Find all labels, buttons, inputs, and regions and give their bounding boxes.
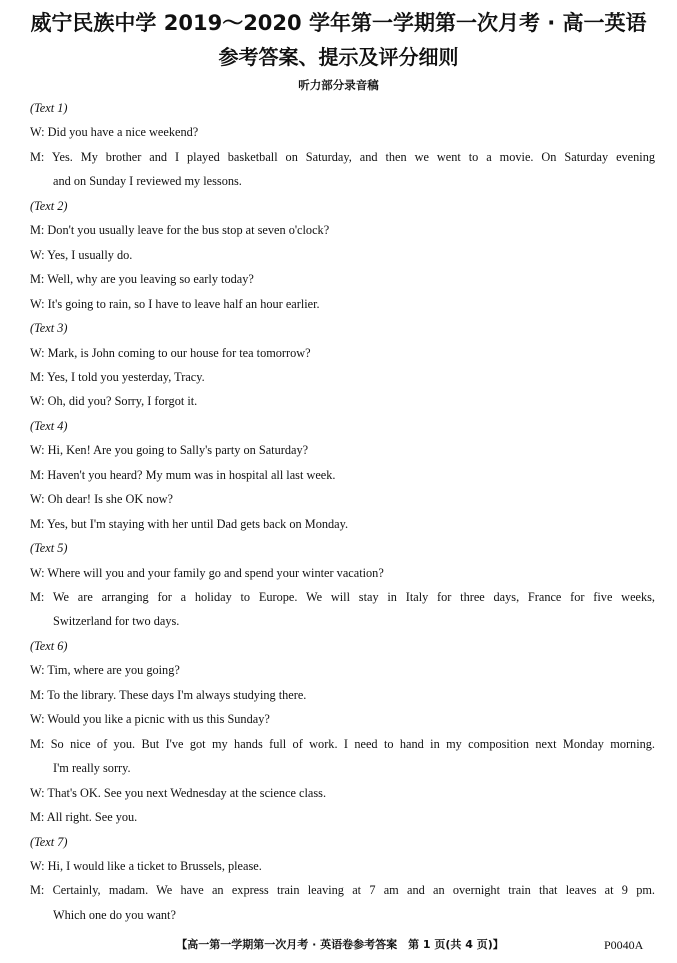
dialogue-line: M: Yes, I told you yesterday, Tracy. xyxy=(30,369,205,384)
text-number-label: (Text 7) xyxy=(30,834,68,849)
dialogue-line: W: Hi, I would like a ticket to Brussels, please. xyxy=(30,858,262,873)
dialogue-line: W: Yes, I usually do. xyxy=(30,247,133,262)
dialogue-line: M: Yes, but I'm staying with her until Dad gets back on Monday. xyxy=(30,516,349,531)
dialogue-line: M: So nice of you. But I've got my hands full of work. I need to hand in my composition next Monday morning. xyxy=(30,736,655,751)
page-footer xyxy=(0,936,677,954)
dialogue-line: W: Where will you and your family go and spend your winter vacation? xyxy=(30,565,384,580)
text-number-label: (Text 5) xyxy=(30,541,68,556)
text-number-label: (Text 4) xyxy=(30,418,68,433)
dialogue-line: W: Mark, is John coming to our house for tea tomorrow? xyxy=(30,345,311,360)
dialogue-line: M: Yes. My brother and I played basketball on Saturday, and then we went to a movie. On Saturday evening xyxy=(30,149,655,164)
text-number-label: (Text 6) xyxy=(30,638,68,653)
dialogue-line: W: Oh dear! Is she OK now? xyxy=(30,492,173,507)
dialogue-line: M: Don't you usually leave for the bus stop at seven o'clock? xyxy=(30,223,330,238)
dialogue-line-continuation: I'm really sorry. xyxy=(53,761,131,776)
section-heading: 听力部分录音稿 xyxy=(298,78,379,92)
dialogue-line: M: All right. See you. xyxy=(30,810,138,825)
footer-code: P0040A xyxy=(604,938,644,952)
dialogue-line: W: It's going to rain, so I have to leave half an hour earlier. xyxy=(30,296,320,311)
dialogue-line: W: That's OK. See you next Wednesday at the science class. xyxy=(30,785,327,800)
page-subtitle: 参考答案、提示及评分细则 xyxy=(218,45,459,69)
text-number-label: (Text 2) xyxy=(30,198,68,213)
text-number-label: (Text 1) xyxy=(30,101,68,115)
dialogue-line: W: Did you have a nice weekend? xyxy=(30,125,199,140)
footer-page-info: 【高一第一学期第一次月考 · 英语卷参考答案 第 1 页(共 4 页)】 xyxy=(176,938,504,951)
dialogue-line: W: Tim, where are you going? xyxy=(30,663,180,678)
dialogue-line-continuation: Switzerland for two days. xyxy=(53,614,180,629)
dialogue-line-continuation: Which one do you want? xyxy=(53,907,176,922)
dialogue-line: M: We are arranging for a holiday to Europe. We will stay in Italy for three days, France for five weeks, xyxy=(30,590,655,604)
dialogue-line: M: Well, why are you leaving so early today? xyxy=(30,272,254,287)
page-title: 威宁民族中学 2019～2020 学年第一学期第一次月考 · 高一英语 xyxy=(30,11,647,35)
dialogue-line: M: Haven't you heard? My mum was in hospital all last week. xyxy=(30,467,336,482)
dialogue-line: W: Oh, did you? Sorry, I forgot it. xyxy=(30,394,198,409)
dialogue-line: M: To the library. These days I'm always studying there. xyxy=(30,687,307,702)
dialogue-line: W: Hi, Ken! Are you going to Sally's party on Saturday? xyxy=(30,443,309,458)
dialogue-line: M: Certainly, madam. We have an express train leaving at 7 am and an overnight train that leaves at 9 pm. xyxy=(30,883,655,898)
dialogue-line-continuation: and on Sunday I reviewed my lessons. xyxy=(53,174,242,189)
dialogue-line: W: Would you like a picnic with us this Sunday? xyxy=(30,712,270,727)
text-number-label: (Text 3) xyxy=(30,321,68,336)
